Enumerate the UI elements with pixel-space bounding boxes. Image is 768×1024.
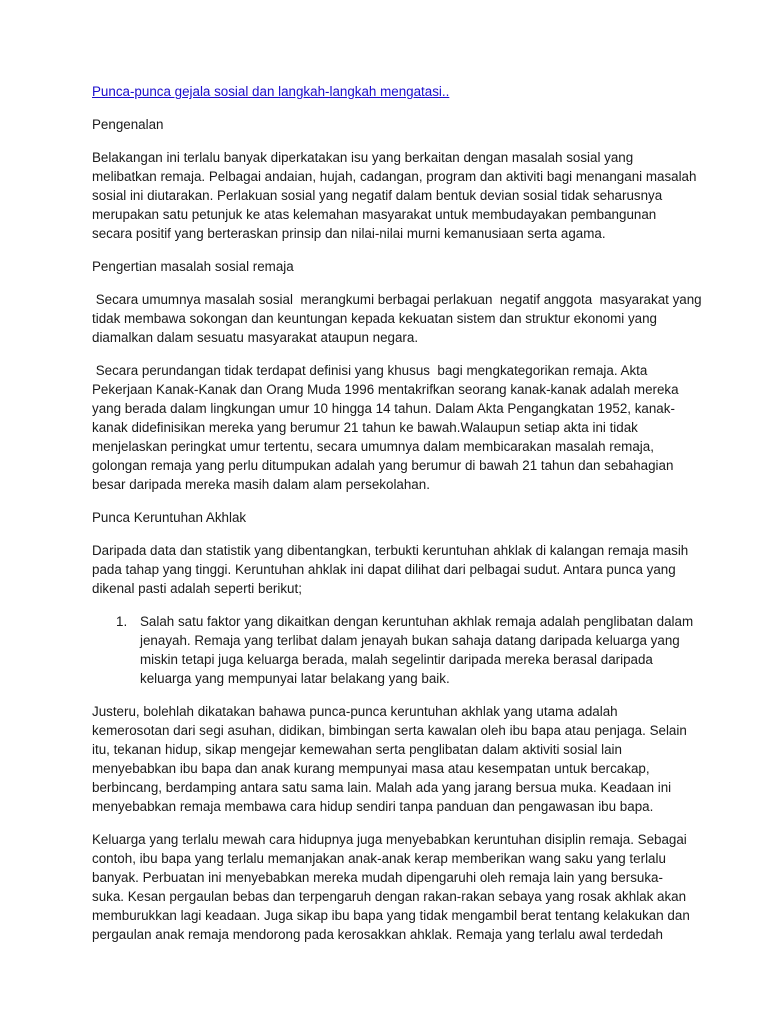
document-title-link[interactable]: Punca-punca gejala sosial dan langkah-langkah mengatasi.. xyxy=(92,84,450,99)
list-item xyxy=(92,612,694,688)
section-heading-punca: Punca Keruntuhan Akhlak xyxy=(92,510,247,525)
paragraph-pengenalan xyxy=(92,148,697,243)
text-line: diamalkan dalam sesuatu masyarakat ataupun negara. xyxy=(92,330,419,345)
text-line: miskin tetapi juga keluarga berada, malah segelintir daripada mereka berasal daripada xyxy=(140,652,653,667)
text-line: dikenal pasti adalah seperti berikut; xyxy=(92,581,302,596)
text-line: melibatkan remaja. Pelbagai andaian, hujah, cadangan, program dan aktiviti bagi menangani masalah xyxy=(92,169,697,184)
text-line: contoh, ibu bapa yang terlalu memanjakan anak-anak kerap memberikan wang saku yang terlalu xyxy=(92,851,666,866)
text-line: pergaulan anak remaja mendorong pada kerosakkan ahklak. Remaja yang terlalu awal terdedah xyxy=(92,927,663,942)
text-line: golongan remaja yang perlu ditumpukan adalah yang berumur di bawah 21 tahun dan sebahagian xyxy=(92,458,674,473)
text-line: Salah satu faktor yang dikaitkan dengan keruntuhan akhlak remaja adalah penglibatan dalam xyxy=(140,614,694,629)
text-line: banyak. Perbuatan ini menyebabkan mereka mudah dipengaruhi oleh remaja lain yang bersuka- xyxy=(92,870,663,885)
text-line: Belakangan ini terlalu banyak diperkatakan isu yang berkaitan dengan masalah sosial yang xyxy=(92,150,634,165)
text-line: secara positif yang berteraskan prinsip dan nilai-nilai murni kemanusiaan serta agama. xyxy=(92,226,606,241)
text-line: besar daripada mereka masih dalam alam persekolahan. xyxy=(92,477,430,492)
text-line: itu, tekanan hidup, sikap mengejar kemewahan serta penglibatan dalam aktiviti sosial lain xyxy=(92,742,622,757)
text-line: suka. Kesan pergaulan bebas dan terpengaruh dengan rakan-rakan sebaya yang rosak akhlak akan xyxy=(92,889,687,904)
paragraph-punca-intro xyxy=(92,541,689,598)
text-line: memburukkan lagi keadaan. Juga sikap ibu bapa yang tidak mengambil berat tentang kelakukan dan xyxy=(92,908,690,923)
text-line: berbincang, berdamping antara satu sama lain. Malah ada yang jarang bersua muka. Keadaan ini xyxy=(92,780,672,795)
text-line: Secara umumnya masalah sosial merangkumi berbagai perlakuan negatif anggota masyarakat yang xyxy=(92,292,702,307)
text-line: menyebabkan ibu bapa dan anak kurang mempunyai masa atau kesempatan untuk bercakap, xyxy=(92,761,650,776)
section-heading-pengertian: Pengertian masalah sosial remaja xyxy=(92,259,294,274)
text-line: Justeru, bolehlah dikatakan bahawa punca-punca keruntuhan akhlak yang utama adalah xyxy=(92,704,618,719)
text-line: merupakan satu petunjuk ke atas kelemahan masyarakat untuk membudayakan pembangunan xyxy=(92,207,657,222)
text-line: tidak membawa sokongan dan keuntungan kepada kekuatan sistem dan struktur ekonomi yang xyxy=(92,311,657,326)
list-number: 1. xyxy=(116,614,128,629)
paragraph-pengertian-1 xyxy=(92,290,702,347)
text-line: Keluarga yang terlalu mewah cara hidupnya juga menyebabkan keruntuhan disiplin remaja. Sebagai xyxy=(92,832,687,847)
text-line: menyebabkan remaja membawa cara hidup sendiri tanpa panduan dan pengawasan ibu bapa. xyxy=(92,799,654,814)
text-line: sosial ini diutarakan. Perlakuan sosial yang negatif dalam bentuk devian sosial tidak seharusnya xyxy=(92,188,663,203)
text-line: pada tahap yang tinggi. Keruntuhan ahklak ini dapat dilihat dari pelbagai sudut. Antara punca yang xyxy=(92,562,676,577)
text-line: Secara perundangan tidak terdapat definisi yang khusus bagi mengkategorikan remaja. Akta xyxy=(92,363,648,378)
paragraph-keluarga xyxy=(92,830,690,944)
paragraph-pengertian-2 xyxy=(92,361,678,494)
text-line: Pekerjaan Kanak-Kanak dan Orang Muda 1996 mentakrifkan seorang kanak-kanak adalah mereka xyxy=(92,382,679,397)
paragraph-justeru xyxy=(92,702,687,816)
text-line: yang berada dalam lingkungan umur 10 hingga 14 tahun. Dalam Akta Pengangkatan 1952, kanak- xyxy=(92,401,675,416)
text-line: kanak didefinisikan mereka yang berumur 21 tahun ke bawah.Walaupun setiap akta ini tidak xyxy=(92,420,638,435)
text-line: menjelaskan peringkat umur tertentu, secara umumnya dalam membicarakan masalah remaja, xyxy=(92,439,654,454)
text-line: keluarga yang mempunyai latar belakang yang baik. xyxy=(140,671,450,686)
text-line: kemerosotan dari segi asuhan, didikan, bimbingan serta kawalan oleh ibu bapa atau penjaga. Selain xyxy=(92,723,687,738)
text-line: Daripada data dan statistik yang dibentangkan, terbukti keruntuhan ahklak di kalangan remaja masih xyxy=(92,543,689,558)
numbered-list xyxy=(92,612,694,688)
section-heading-pengenalan: Pengenalan xyxy=(92,117,164,132)
text-line: jenayah. Remaja yang terlibat dalam jenayah bukan sahaja datang daripada keluarga yang xyxy=(140,633,680,648)
